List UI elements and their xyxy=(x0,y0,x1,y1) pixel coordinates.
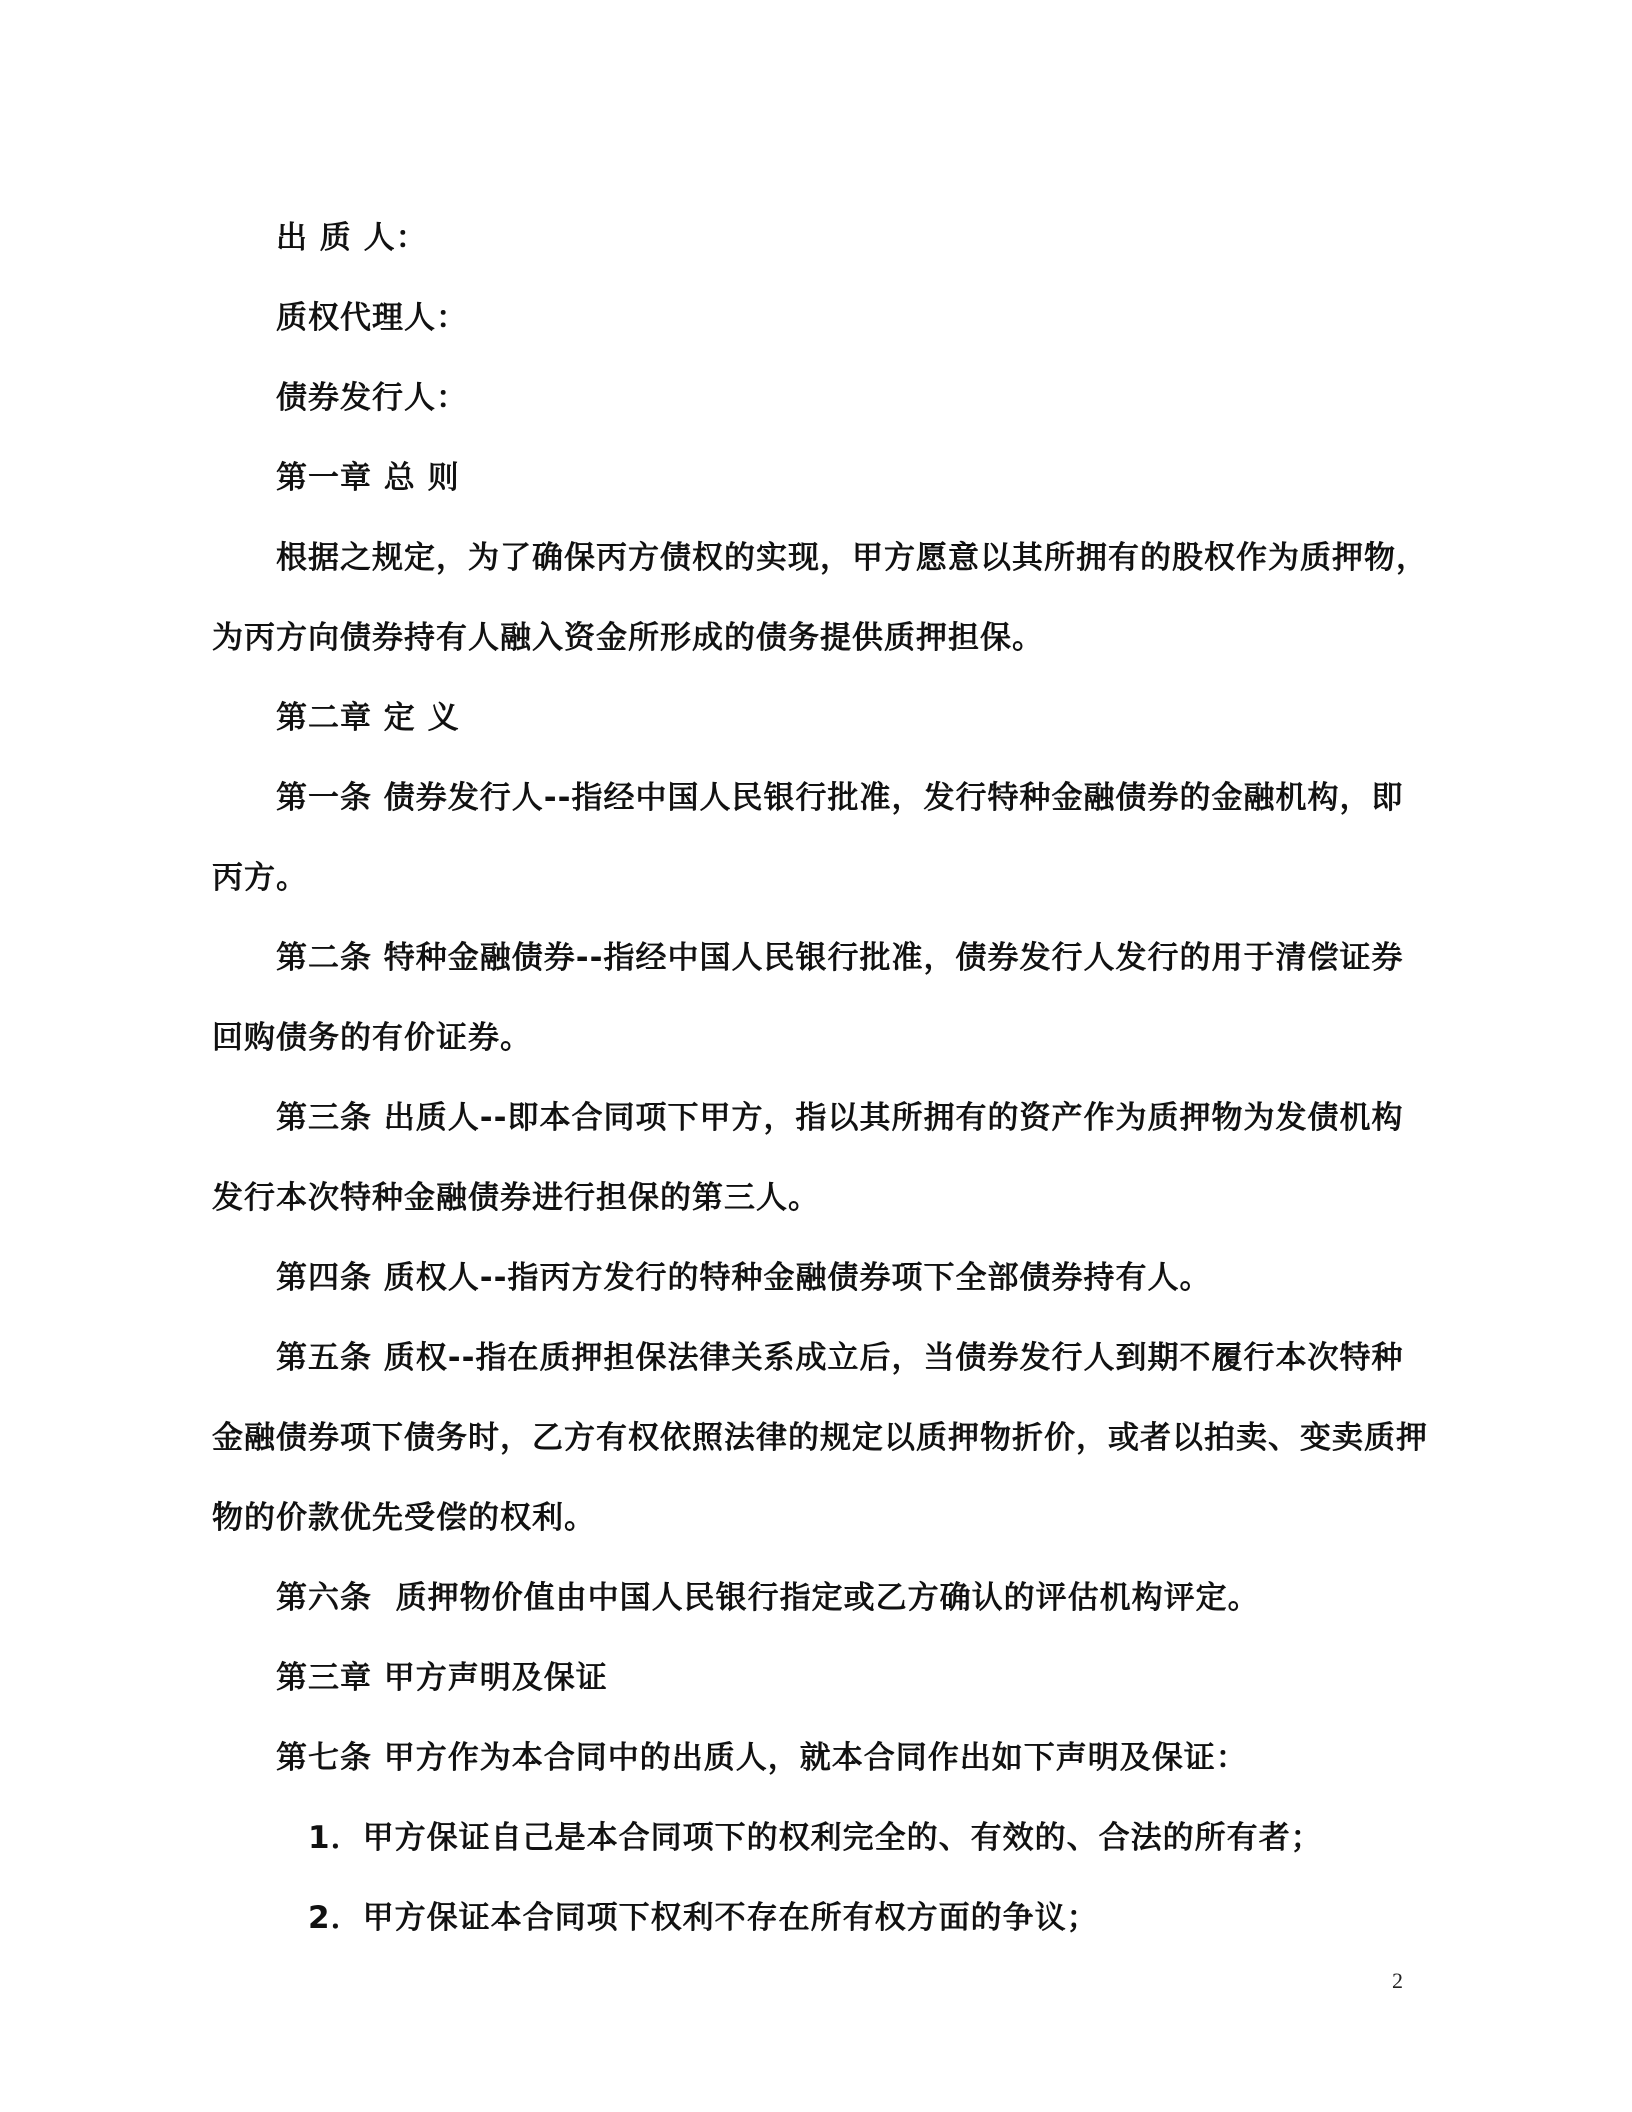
pledge-agent-label: 质权代理人： xyxy=(276,300,468,336)
article-3-line-2: 发行本次特种金融债券进行担保的第三人。 xyxy=(212,1180,820,1216)
article-5-line-2: 金融债券项下债务时，乙方有权依照法律的规定以质押物折价，或者以拍卖、变卖质押 xyxy=(212,1420,1428,1456)
pledgor-label: 出 质 人： xyxy=(276,220,428,256)
article-2-line-2: 回购债务的有价证券。 xyxy=(212,1020,532,1056)
article-7-line-1: 第七条 甲方作为本合同中的出质人，就本合同作出如下声明及保证： xyxy=(276,1740,1248,1776)
article-2-line-1: 第二条 特种金融债券--指经中国人民银行批准，债券发行人发行的用于清偿证券 xyxy=(276,940,1404,976)
chapter-1-title: 第一章 总 则 xyxy=(276,460,460,496)
article-7-item-2: 2．甲方保证本合同项下权利不存在所有权方面的争议； xyxy=(308,1900,1099,1936)
article-1-line-2: 丙方。 xyxy=(212,860,308,896)
chapter-1-paragraph-line-2: 为丙方向债券持有人融入资金所形成的债务提供质押担保。 xyxy=(212,620,1044,656)
article-1-line-1: 第一条 债券发行人--指经中国人民银行批准，发行特种金融债券的金融机构，即 xyxy=(276,780,1404,816)
article-5-line-1: 第五条 质权--指在质押担保法律关系成立后，当债券发行人到期不履行本次特种 xyxy=(276,1340,1404,1376)
article-6-line-1: 第六条 质押物价值由中国人民银行指定或乙方确认的评估机构评定。 xyxy=(276,1580,1260,1616)
article-3-line-1: 第三条 出质人--即本合同项下甲方，指以其所拥有的资产作为质押物为发债机构 xyxy=(276,1100,1404,1136)
document-body xyxy=(212,198,1428,1958)
article-7-item-1: 1．甲方保证自己是本合同项下的权利完全的、有效的、合法的所有者； xyxy=(308,1820,1323,1856)
chapter-2-title: 第二章 定 义 xyxy=(276,700,460,736)
article-5-line-3: 物的价款优先受偿的权利。 xyxy=(212,1500,596,1536)
bond-issuer-label: 债券发行人： xyxy=(276,380,468,416)
chapter-1-paragraph-line-1: 根据之规定，为了确保丙方债权的实现，甲方愿意以其所拥有的股权作为质押物， xyxy=(276,540,1428,576)
article-4-line-1: 第四条 质权人--指丙方发行的特种金融债券项下全部债券持有人。 xyxy=(276,1260,1212,1296)
page-number: 2 xyxy=(1392,1968,1403,1993)
chapter-3-title: 第三章 甲方声明及保证 xyxy=(276,1660,608,1696)
